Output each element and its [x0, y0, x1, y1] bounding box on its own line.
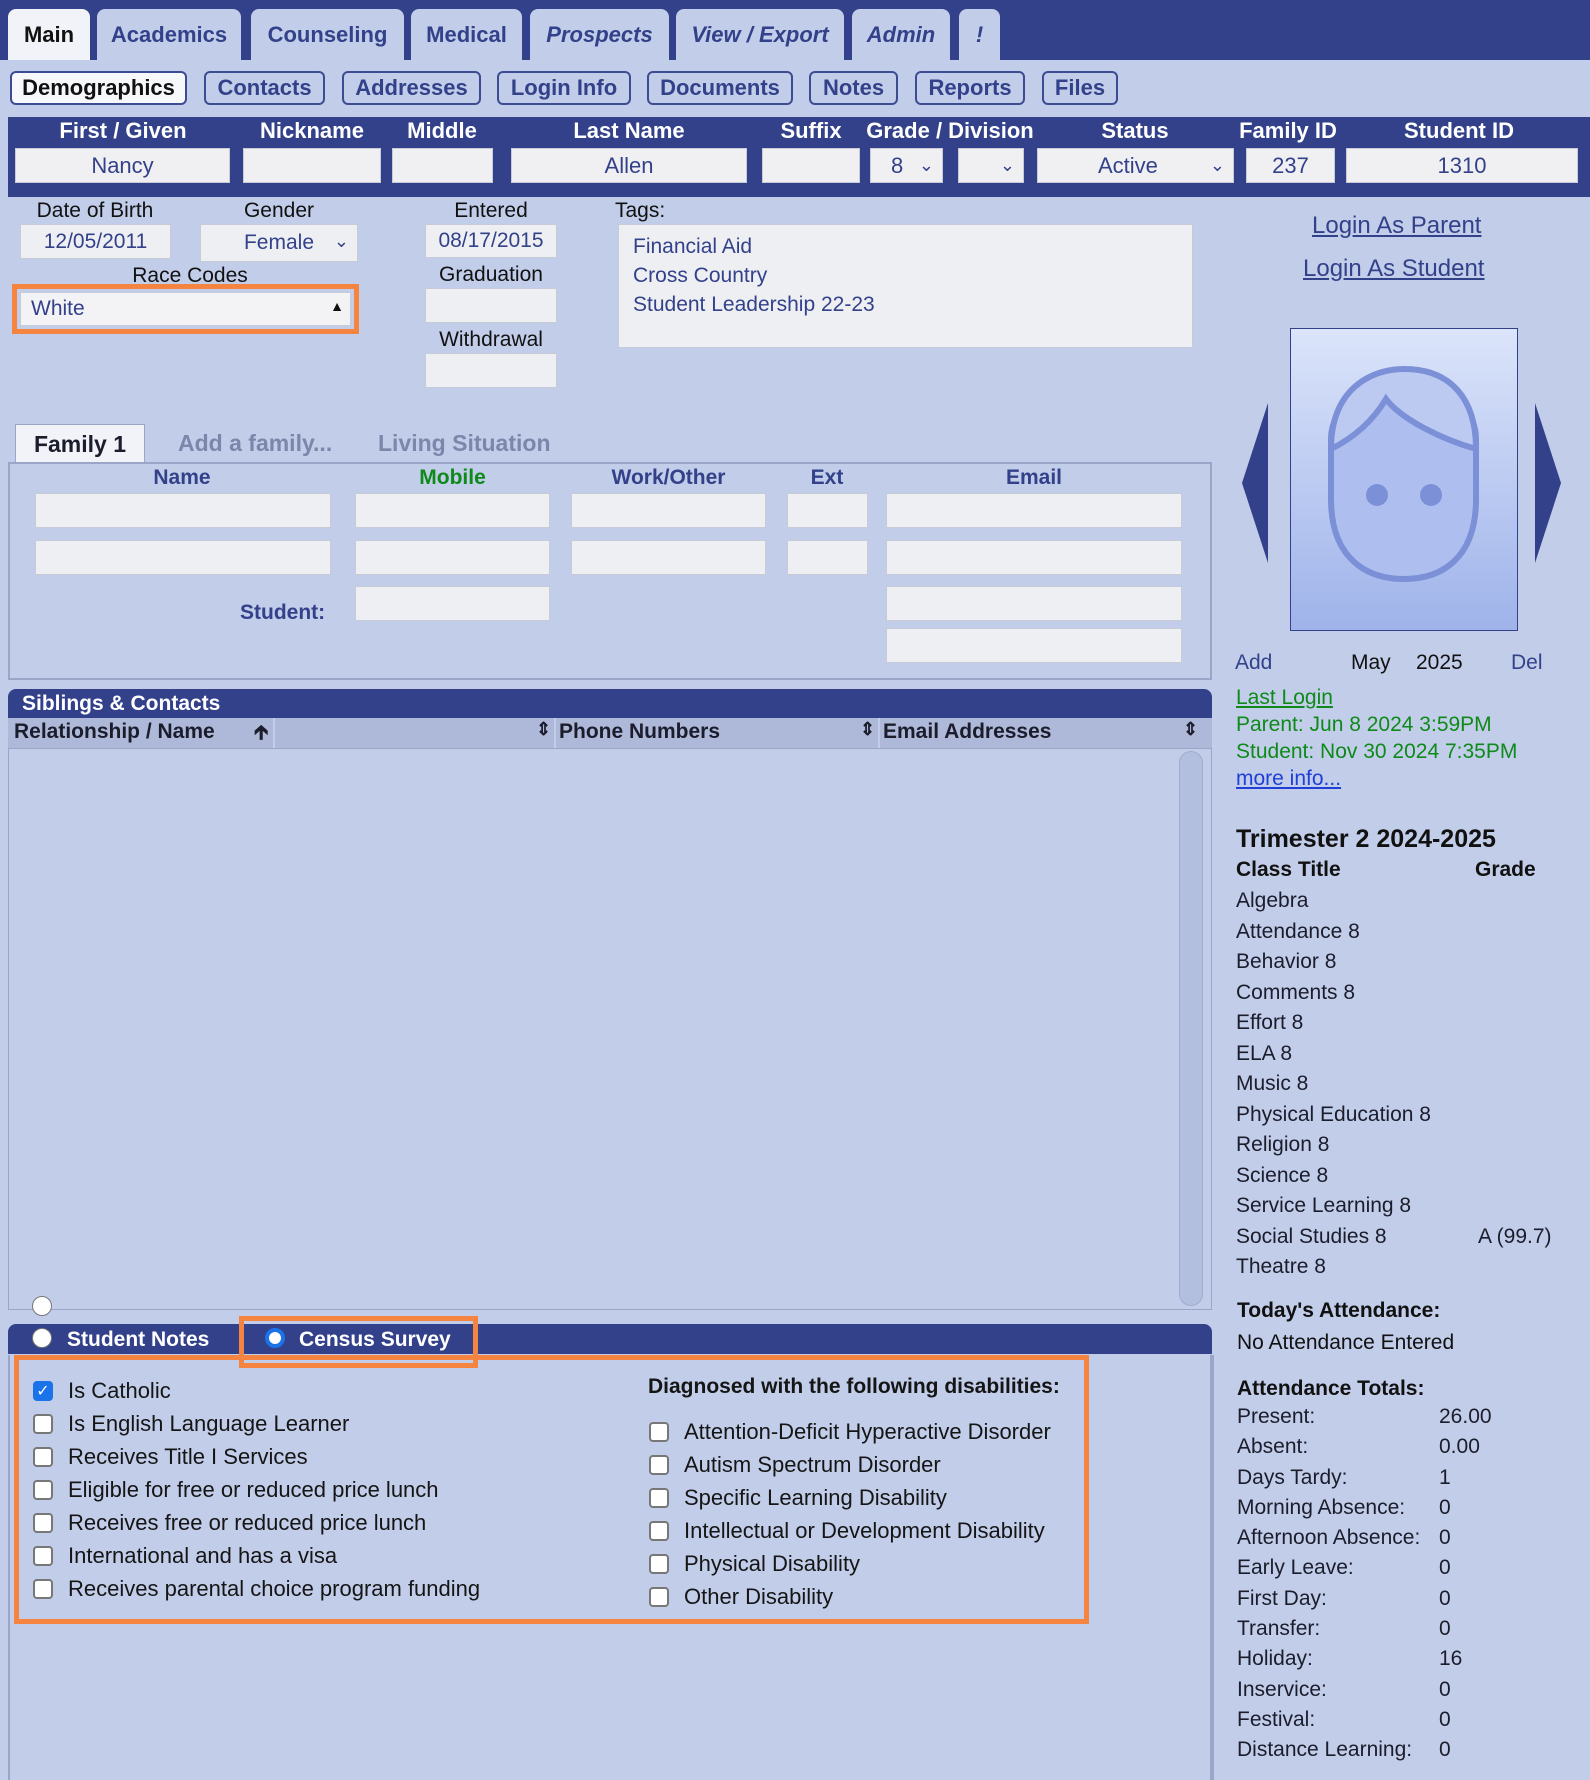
last-name-label: Last Name	[573, 118, 685, 143]
checkbox-icon[interactable]	[649, 1488, 669, 1508]
chevron-down-icon: ⌄	[999, 155, 1015, 175]
grade-value: 8	[891, 152, 904, 178]
checkbox-icon[interactable]	[33, 1447, 53, 1467]
tag-item: Student Leadership 22-23	[633, 293, 875, 316]
parent-2-mobile-input[interactable]	[355, 540, 550, 575]
class-row	[1236, 1133, 1566, 1164]
class-name: Social Studies 8	[1236, 1224, 1387, 1248]
family-mobile-header: Mobile	[419, 466, 486, 489]
checkbox-other-disability[interactable]	[649, 1584, 833, 1610]
attendance-total-row	[1237, 1405, 1567, 1435]
subtab-notes[interactable]: Notes	[809, 71, 898, 105]
checkbox-icon[interactable]	[33, 1546, 53, 1566]
attendance-total-label: Early Leave:	[1237, 1556, 1354, 1580]
parent-1-ext-input[interactable]	[787, 493, 868, 528]
photo-delete-button[interactable]: Del	[1511, 651, 1543, 674]
status-label: Status	[1101, 118, 1169, 143]
attendance-total-value: 0.00	[1439, 1435, 1480, 1459]
parent-2-work-input[interactable]	[571, 540, 766, 575]
census-survey-radio[interactable]	[265, 1328, 285, 1348]
attendance-totals-label: Attendance Totals:	[1237, 1377, 1425, 1400]
chevron-down-icon: ⌄	[1209, 155, 1225, 175]
avatar-placeholder-icon	[1291, 329, 1517, 630]
tab-academics[interactable]: Academics	[97, 9, 241, 60]
class-row	[1236, 981, 1566, 1012]
student-id-label: Student ID	[1404, 118, 1514, 143]
gender-label: Gender	[243, 199, 315, 222]
student-notes-label[interactable]: Student Notes	[67, 1328, 210, 1351]
checkbox-label: Intellectual or Development Disability	[684, 1518, 1045, 1543]
class-row	[1236, 889, 1566, 920]
attendance-total-label: Afternoon Absence:	[1237, 1526, 1421, 1550]
attendance-total-value: 1	[1439, 1465, 1451, 1489]
class-name: Religion 8	[1236, 1133, 1330, 1156]
race-codes-select[interactable]	[20, 292, 351, 326]
withdrawal-input[interactable]	[425, 353, 557, 388]
class-name: ELA 8	[1236, 1041, 1293, 1065]
student-notes-radio[interactable]	[32, 1328, 52, 1348]
student-id-field[interactable]: 1310	[1346, 148, 1578, 183]
attendance-total-label: Festival:	[1237, 1707, 1316, 1731]
middle-name-label: Middle	[407, 118, 477, 143]
column-divider	[273, 718, 275, 748]
checkbox-icon[interactable]	[649, 1554, 669, 1574]
siblings-title: Siblings & Contacts	[22, 692, 221, 715]
todays-attendance-value: No Attendance Entered	[1237, 1331, 1455, 1354]
grade-division-label: Grade / Division	[866, 118, 1034, 143]
status-select[interactable]	[1037, 148, 1234, 183]
class-row	[1236, 1225, 1566, 1256]
checkbox-title-i[interactable]	[33, 1444, 308, 1470]
attendance-total-row	[1237, 1708, 1567, 1738]
tab-add-family[interactable]: Add a family...	[178, 430, 333, 456]
status-value: Active	[1098, 152, 1158, 178]
family-work-header: Work/Other	[611, 466, 726, 489]
attendance-total-value: 0	[1439, 1586, 1451, 1610]
checkbox-label: International and has a visa	[68, 1543, 338, 1568]
race-codes-value: White	[31, 297, 85, 320]
attendance-total-label: Morning Absence:	[1237, 1495, 1406, 1519]
first-name-input[interactable]: Nancy	[15, 148, 230, 183]
todays-attendance-label: Today's Attendance:	[1237, 1299, 1441, 1322]
gender-value: Female	[243, 231, 315, 254]
parent-2-name-input[interactable]	[35, 540, 331, 575]
checkbox-icon[interactable]	[649, 1455, 669, 1475]
next-photo-arrow-icon[interactable]	[1533, 398, 1563, 573]
attendance-total-value: 0	[1439, 1677, 1451, 1701]
sort-both-icon[interactable]: ⇕	[860, 719, 876, 739]
class-row	[1236, 1103, 1566, 1134]
checkbox-autism[interactable]	[649, 1452, 941, 1478]
attendance-total-label: First Day:	[1237, 1586, 1327, 1610]
student-last-login: Student: Nov 30 2024 7:35PM	[1236, 740, 1518, 763]
class-title-header: Class Title	[1236, 858, 1341, 881]
class-name: Music 8	[1236, 1072, 1309, 1095]
checkbox-eligible-lunch[interactable]	[33, 1477, 439, 1503]
checkbox-is-catholic[interactable]	[33, 1378, 171, 1404]
checkbox-label: Receives free or reduced price lunch	[68, 1510, 427, 1535]
attendance-total-value: 0	[1439, 1707, 1451, 1731]
last-login-link[interactable]: Last Login	[1236, 686, 1333, 709]
suffix-input[interactable]	[762, 148, 860, 183]
attendance-total-row	[1237, 1678, 1567, 1708]
checkbox-international-visa[interactable]	[33, 1543, 337, 1569]
grade-header: Grade	[1475, 858, 1536, 881]
checkbox-checked-icon[interactable]: ✓	[33, 1381, 53, 1401]
class-row	[1236, 1194, 1566, 1225]
attendance-total-row	[1237, 1526, 1567, 1556]
scrollbar[interactable]	[1179, 751, 1203, 1306]
parent-1-name-input[interactable]	[35, 493, 331, 528]
tab-alerts[interactable]: !	[959, 9, 1000, 60]
checkbox-label: Is English Language Learner	[68, 1411, 350, 1436]
term-title: Trimester 2 2024-2025	[1236, 825, 1496, 853]
student-contact-label: Student:	[240, 601, 326, 624]
tab-family-1[interactable]	[15, 424, 145, 463]
first-name-label: First / Given	[59, 118, 187, 143]
checkbox-label: Is Catholic	[68, 1378, 171, 1403]
attendance-total-row	[1237, 1647, 1567, 1677]
column-divider	[878, 718, 880, 748]
attendance-total-label: Inservice:	[1237, 1677, 1327, 1701]
photo-month: May	[1351, 651, 1391, 674]
checkbox-label: Eligible for free or reduced price lunch	[68, 1477, 439, 1502]
checkbox-label: Attention-Deficit Hyperactive Disorder	[684, 1419, 1051, 1444]
parent-2-email-input[interactable]	[886, 540, 1182, 575]
siblings-list[interactable]	[8, 748, 1212, 1310]
disabilities-heading: Diagnosed with the following disabilities:	[648, 1375, 1060, 1398]
student-email-input[interactable]	[886, 586, 1182, 621]
gender-select[interactable]	[200, 224, 358, 262]
attendance-total-value: 0	[1439, 1526, 1451, 1550]
checkbox-icon[interactable]	[649, 1587, 669, 1607]
class-row	[1236, 1011, 1566, 1042]
tab-family-1-label: Family 1	[33, 431, 127, 457]
checkbox-intellectual-disability[interactable]	[649, 1518, 1045, 1544]
suffix-label: Suffix	[780, 118, 842, 143]
checkbox-icon[interactable]	[33, 1513, 53, 1533]
race-codes-label: Race Codes	[132, 264, 248, 287]
class-row	[1236, 1255, 1566, 1286]
student-photo[interactable]	[1290, 328, 1518, 631]
attendance-total-value: 0	[1439, 1738, 1451, 1762]
attendance-total-label: Distance Learning:	[1237, 1738, 1413, 1762]
column-divider	[554, 718, 556, 748]
subtab-documents[interactable]: Documents	[647, 71, 793, 105]
tab-medical[interactable]: Medical	[411, 9, 522, 60]
student-notes-radio[interactable]	[32, 1296, 52, 1316]
entered-input[interactable]: 08/17/2015	[425, 224, 557, 258]
previous-photo-arrow-icon[interactable]	[1240, 398, 1270, 573]
checkbox-label: Physical Disability	[684, 1551, 861, 1576]
attendance-total-row	[1237, 1466, 1567, 1496]
attendance-total-value: 0	[1439, 1617, 1451, 1641]
sort-both-icon[interactable]: ⇕	[1183, 719, 1199, 739]
tab-prospects[interactable]: Prospects	[530, 9, 669, 60]
class-name: Algebra	[1236, 889, 1309, 912]
checkbox-icon[interactable]	[649, 1422, 669, 1442]
parent-1-email-input[interactable]	[886, 493, 1182, 528]
class-name: Comments 8	[1236, 980, 1356, 1004]
email-addresses-column[interactable]: Email Addresses	[883, 720, 1052, 743]
photo-year: 2025	[1416, 651, 1463, 674]
checkbox-parental-choice[interactable]	[33, 1576, 480, 1602]
tab-counseling[interactable]: Counseling	[251, 9, 404, 60]
checkbox-icon[interactable]	[649, 1521, 669, 1541]
checkbox-label: Specific Learning Disability	[684, 1485, 947, 1510]
attendance-total-value: 0	[1439, 1495, 1451, 1519]
parent-1-work-input[interactable]	[571, 493, 766, 528]
class-row	[1236, 1164, 1566, 1195]
dob-label: Date of Birth	[36, 199, 154, 222]
subtab-login-info[interactable]: Login Info	[497, 71, 631, 105]
relationship-name-column[interactable]: Relationship / Name	[14, 720, 215, 743]
entered-label: Entered	[454, 199, 528, 222]
attendance-total-label: Absent:	[1237, 1435, 1309, 1459]
checkbox-label: Autism Spectrum Disorder	[684, 1452, 941, 1477]
class-row	[1236, 950, 1566, 981]
class-row	[1236, 1042, 1566, 1073]
attendance-total-row	[1237, 1435, 1567, 1465]
siblings-column-headers	[8, 718, 1212, 748]
checkbox-adhd[interactable]	[649, 1419, 1051, 1445]
attendance-total-row	[1237, 1496, 1567, 1526]
sort-both-icon[interactable]: ⇕	[536, 719, 552, 739]
class-name: Attendance 8	[1236, 919, 1360, 943]
family-id-label: Family ID	[1239, 118, 1337, 143]
dob-input[interactable]: 12/05/2011	[20, 224, 171, 259]
class-name: Effort 8	[1236, 1011, 1304, 1034]
census-survey-label[interactable]: Census Survey	[299, 1328, 451, 1351]
checkbox-label: Receives parental choice program funding	[68, 1576, 481, 1601]
nickname-label: Nickname	[260, 118, 364, 143]
class-name: Physical Education 8	[1236, 1102, 1431, 1126]
checkbox-icon[interactable]	[33, 1579, 53, 1599]
parent-1-mobile-input[interactable]	[355, 493, 550, 528]
phone-numbers-column[interactable]: Phone Numbers	[559, 720, 721, 743]
tab-admin[interactable]: Admin	[852, 9, 950, 60]
divider	[1212, 1355, 1214, 1780]
graduation-input[interactable]	[425, 288, 557, 323]
middle-name-input[interactable]	[392, 148, 493, 183]
attendance-total-row	[1237, 1617, 1567, 1647]
division-select[interactable]	[958, 148, 1024, 183]
class-row	[1236, 920, 1566, 951]
checkbox-english-learner[interactable]	[33, 1411, 349, 1437]
family-id-field[interactable]: 237	[1246, 148, 1335, 183]
attendance-total-value: 26.00	[1439, 1405, 1492, 1428]
attendance-total-label: Holiday:	[1237, 1647, 1313, 1671]
photo-add-button[interactable]: Add	[1235, 651, 1273, 674]
attendance-total-row	[1237, 1556, 1567, 1586]
tab-living-situation[interactable]: Living Situation	[378, 430, 551, 456]
subtab-addresses[interactable]: Addresses	[342, 71, 481, 105]
tags-label: Tags:	[615, 199, 666, 222]
attendance-total-label: Transfer:	[1237, 1617, 1321, 1641]
subtab-reports[interactable]: Reports	[915, 71, 1025, 105]
checkbox-learning-disability[interactable]	[649, 1485, 947, 1511]
chevron-down-icon: ⌄	[918, 155, 934, 175]
updown-arrows-icon: ▲	[330, 298, 344, 314]
subtab-contacts[interactable]: Contacts	[204, 71, 325, 105]
class-list	[1236, 889, 1566, 1286]
checkbox-icon[interactable]	[33, 1480, 53, 1500]
class-name: Behavior 8	[1236, 950, 1337, 973]
class-name: Theatre 8	[1236, 1255, 1326, 1278]
subtab-files[interactable]: Files	[1042, 71, 1118, 105]
student-email-2-input[interactable]	[886, 628, 1182, 663]
family-email-header: Email	[1005, 466, 1063, 489]
last-name-input[interactable]: Allen	[511, 148, 747, 183]
checkbox-receives-lunch[interactable]	[33, 1510, 426, 1536]
parent-last-login: Parent: Jun 8 2024 3:59PM	[1236, 713, 1492, 736]
siblings-contacts-header	[8, 689, 1212, 719]
parent-2-ext-input[interactable]	[787, 540, 868, 575]
tag-item: Financial Aid	[633, 235, 753, 258]
tab-view-export[interactable]: View / Export	[676, 9, 844, 60]
attendance-totals	[1237, 1405, 1567, 1769]
grade-select[interactable]	[870, 148, 943, 183]
checkbox-label: Receives Title I Services	[68, 1444, 308, 1469]
family-name-header: Name	[153, 466, 211, 489]
more-info-link[interactable]: more info...	[1236, 767, 1342, 790]
attendance-total-label: Present:	[1237, 1405, 1316, 1428]
attendance-total-row	[1237, 1587, 1567, 1617]
login-as-parent-link[interactable]: Login As Parent	[1312, 212, 1482, 239]
checkbox-label: Other Disability	[684, 1584, 834, 1609]
attendance-total-value: 16	[1439, 1647, 1463, 1671]
nickname-input[interactable]	[243, 148, 381, 183]
class-name: Science 8	[1236, 1163, 1329, 1187]
family-ext-header: Ext	[810, 466, 844, 489]
class-grade: A (99.7)	[1478, 1224, 1552, 1248]
attendance-total-label: Days Tardy:	[1237, 1465, 1348, 1489]
chevron-down-icon: ⌄	[333, 231, 349, 251]
login-as-student-link[interactable]: Login As Student	[1303, 255, 1485, 282]
tags-box[interactable]	[618, 224, 1193, 348]
sort-up-icon[interactable]: 🡱	[254, 722, 269, 744]
tab-main[interactable]: Main	[8, 9, 90, 60]
student-mobile-input[interactable]	[355, 586, 550, 621]
checkbox-icon[interactable]	[33, 1414, 53, 1434]
graduation-label: Graduation	[439, 263, 543, 286]
class-name: Service Learning 8	[1236, 1194, 1412, 1217]
tag-item: Cross Country	[633, 264, 768, 287]
attendance-total-value: 0	[1439, 1556, 1451, 1580]
subtab-demographics[interactable]: Demographics	[10, 71, 187, 105]
withdrawal-label: Withdrawal	[439, 328, 543, 351]
attendance-total-row	[1237, 1738, 1567, 1768]
class-row	[1236, 1072, 1566, 1103]
checkbox-physical-disability[interactable]	[649, 1551, 860, 1577]
